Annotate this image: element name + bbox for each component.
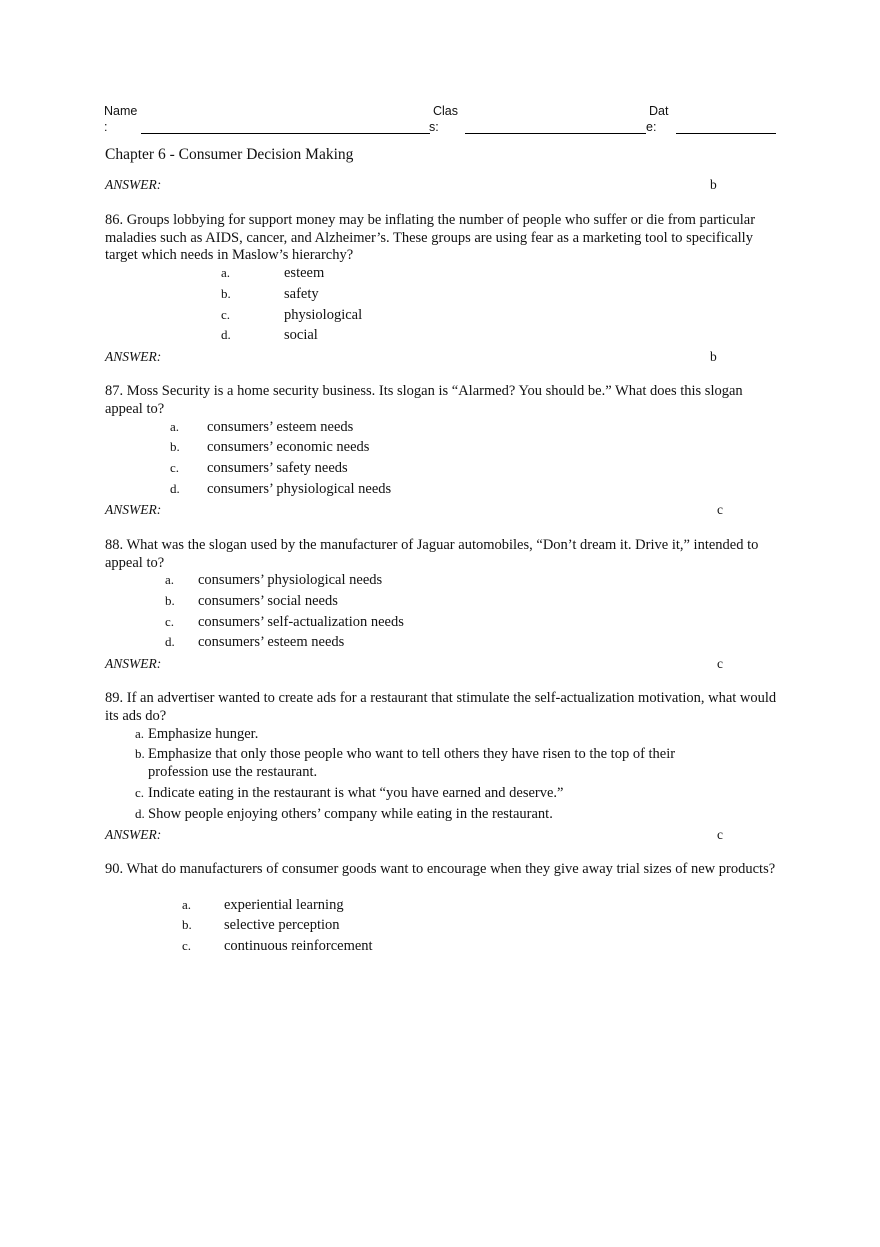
date-field[interactable] [676, 133, 776, 134]
question-text: 90. What do manufacturers of consumer goods want to encourage when they give away trial sizes of new products? [105, 861, 776, 877]
option-text: consumers’ self-actualization needs [198, 614, 404, 630]
question-text: 89. If an advertiser wanted to create ads for a restaurant that stimulate the self-actualization motivation, what would its ads do? [105, 690, 777, 724]
question-text: 87. Moss Security is a home security business. Its slogan is “Alarmed? You should be.” What does this slogan appeal to? [105, 383, 743, 417]
option-letter: b. [182, 917, 192, 932]
name-colon: : [104, 120, 108, 134]
answer-label: ANSWER: [105, 656, 162, 671]
option-text: Indicate eating in the restaurant is what “you have earned and deserve.” [148, 785, 564, 801]
option-text: consumers’ physiological needs [198, 572, 383, 588]
option-text: experiential learning [224, 897, 344, 913]
class-label: Clas [433, 104, 459, 118]
answer-label: ANSWER: [105, 827, 162, 842]
option-letter: a. [182, 897, 192, 912]
option-letter: a. [135, 726, 145, 741]
option-text: consumers’ esteem needs [198, 634, 345, 650]
option-text: consumers’ esteem needs [207, 419, 354, 435]
option-letter: b. [165, 593, 175, 608]
class-field[interactable] [465, 133, 646, 134]
option-text: consumers’ economic needs [207, 439, 370, 455]
option-text: physiological [284, 307, 363, 323]
option-letter: d. [170, 481, 180, 496]
option-letter: c. [170, 460, 180, 475]
class-colon: s: [429, 120, 439, 134]
chapter-title: Chapter 6 - Consumer Decision Making [105, 146, 354, 163]
question-text: 86. Groups lobbying for support money may be inflating the number of people who suffer or die from particular maladies such as AIDS, cancer, and Alzheimer’s. These groups are using fear as a marketing tool to specifically target which needs in Maslow’s hierarchy? [105, 212, 756, 263]
answer-value: c [717, 656, 723, 671]
option-letter: b. [135, 746, 145, 761]
option-text: selective perception [224, 917, 340, 933]
option-text: social [284, 327, 318, 343]
option-letter: a. [165, 572, 175, 587]
answer-value: c [717, 827, 723, 842]
option-text: Emphasize hunger. [148, 726, 259, 742]
option-text: continuous reinforcement [224, 938, 373, 954]
option-letter: b. [221, 286, 231, 301]
answer-label: ANSWER: [105, 502, 162, 517]
answer-label: ANSWER: [105, 349, 162, 364]
option-letter: c. [165, 614, 175, 629]
option-text: safety [284, 286, 319, 302]
option-letter: c. [221, 307, 231, 322]
name-field[interactable] [141, 133, 430, 134]
question-text: 88. What was the slogan used by the manufacturer of Jaguar automobiles, “Don’t dream it. Drive it,” intended to appeal to? [105, 537, 759, 571]
option-text: Emphasize that only those people who want to tell others they have risen to the top of their profession use the restaurant. [148, 746, 676, 780]
answer-label: ANSWER: [105, 177, 162, 192]
option-letter: d. [165, 634, 175, 649]
date-label: Dat [649, 104, 669, 118]
answer-value: b [710, 349, 717, 364]
name-label: Name [104, 104, 138, 118]
answer-value: c [717, 502, 723, 517]
option-letter: a. [221, 265, 231, 280]
option-text: esteem [284, 265, 325, 281]
option-letter: c. [135, 785, 145, 800]
answer-value: b [710, 177, 717, 192]
option-letter: d. [221, 327, 231, 342]
option-text: consumers’ social needs [198, 593, 338, 609]
option-letter: b. [170, 439, 180, 454]
option-letter: a. [170, 419, 180, 434]
option-text: Show people enjoying others’ company while eating in the restaurant. [148, 806, 553, 822]
option-text: consumers’ physiological needs [207, 481, 392, 497]
option-letter: c. [182, 938, 192, 953]
option-letter: d. [135, 806, 145, 821]
option-text: consumers’ safety needs [207, 460, 348, 476]
date-colon: e: [646, 120, 657, 134]
